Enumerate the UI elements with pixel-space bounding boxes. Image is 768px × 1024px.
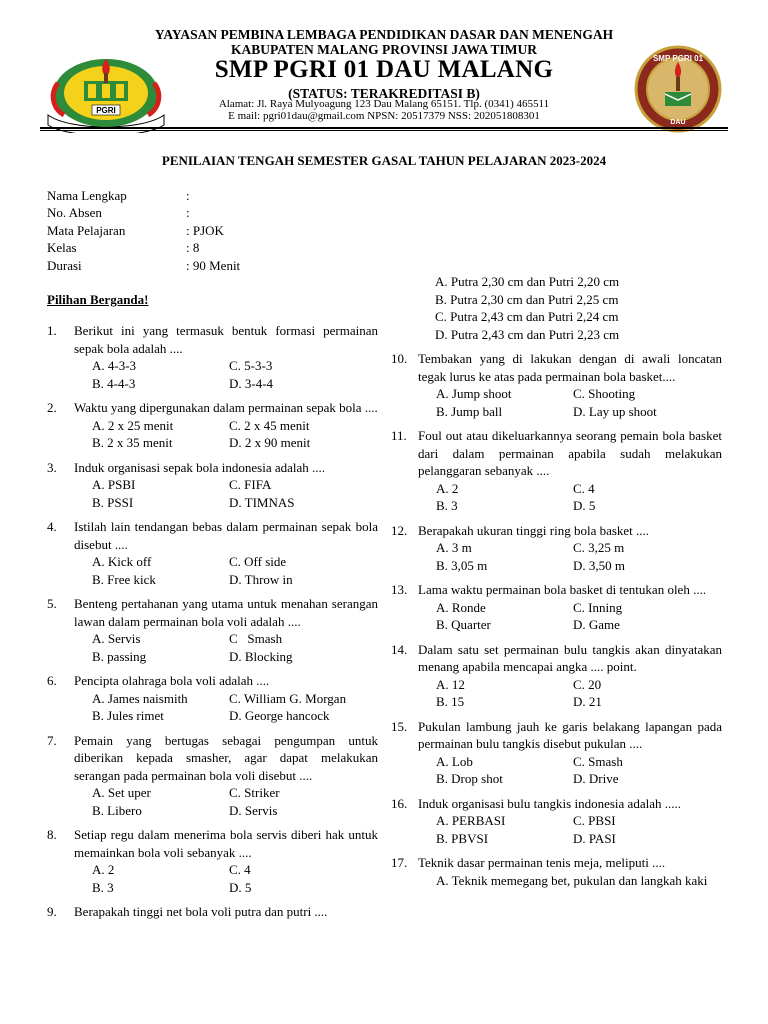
question-5 [47,595,378,665]
question-number: 13. [391,582,408,597]
option-d: D. Blocking [229,648,293,664]
question-text: Foul out atau dikeluarkannya seorang pemain bola basket dari dalam permainan apabila sudah melakukan pelanggaran sebanyak .... [418,428,722,478]
options [92,861,378,896]
question-8 [47,826,378,896]
option-c: C. 4 [573,480,595,496]
section-title: Pilihan Berganda! [47,292,149,307]
option-b: B. 4-4-3 [92,375,136,391]
question-1 [47,322,378,392]
option-b: B. Drop shot [436,771,503,786]
question-text: Pemain yang bertugas sebagai pengumpan untuk diberikan kepada smasher, agar dapat melakukan serangan pada permainan bola voli disebut .... [74,732,378,783]
info-value: : PJOK [186,222,224,238]
question-text: Istilah lain tendangan bebas dalam permainan sepak bola disebut .... [74,519,378,552]
info-value: : [186,205,190,221]
option-a: A. 2 [436,480,459,496]
option-a: A. Teknik memegang bet, pukulan dan langkah kaki [436,872,708,888]
question-text: Pukulan lambung jauh ke garis belakang lapangan pada permainan bulu tangkis disebut pukulan .... [418,718,722,751]
region-name: KABUPATEN MALANG PROVINSI JAWA TIMUR [230,42,538,57]
option-a: A. Ronde [436,599,486,615]
option-a: A. 12 [436,676,465,692]
option-a: A. Set uper [92,785,151,800]
info-label: Mata Pelajaran [47,222,126,238]
option-c: C Smash [229,631,283,646]
option-b: B. Quarter [436,617,491,632]
option-b: B. PBVSI [436,830,489,846]
option-d: D. 21 [573,694,602,709]
option-b: B. 15 [436,694,465,709]
questions-left-column [47,322,378,921]
question-number: 7. [47,732,57,748]
options [92,690,378,725]
question-number: 1. [47,323,57,338]
question-3 [47,459,378,512]
options [436,812,722,847]
question-text: Berapakah ukuran tinggi ring bola basket .... [418,522,650,538]
question-number: 3. [47,459,57,475]
option-d: D. 3-4-4 [229,375,274,391]
info-label: Durasi [47,257,82,273]
options [436,599,722,634]
option-c: C. Putra 2,43 cm dan Putri 2,24 cm [435,309,619,324]
option-c: C. 20 [573,676,602,692]
question-7 [47,732,378,820]
question-text: Setiap regu dalam menerima bola servis diberi hak untuk memainkan bola voli sebanyak .... [74,827,378,860]
options [92,784,378,819]
info-label: No. Absen [47,205,102,221]
option-b: B. PSSI [92,494,134,510]
options [92,630,378,665]
question-9 [47,903,378,921]
exam-title: PENILAIAN TENGAH SEMESTER GASAL TAHUN PELAJARAN 2023-2024 [161,153,607,168]
question-17 [391,854,722,889]
option-c: C. 4 [229,862,251,877]
option-a: A. PSBI [92,477,136,492]
question-16 [391,795,722,848]
question-text: Benteng pertahanan yang utama untuk menahan serangan lawan dalam permainan bola voli adalah .... [74,596,378,629]
question-text: Berapakah tinggi net bola voli putra dan putri .... [74,904,328,919]
option-d: D. Servis [229,802,278,818]
option-a: A. Kick off [92,554,152,569]
info-value: : 8 [186,240,200,256]
option-c: C. Inning [573,599,623,615]
question-number: 11. [391,428,407,443]
options [436,753,722,788]
option-a: A. 4-3-3 [92,358,137,373]
options [436,872,721,890]
question-text: Dalam satu set permainan bulu tangkis akan dinyatakan menang apabila mencapai angka .... point. [418,641,722,674]
question-number: 2. [47,400,57,415]
option-a: A. 3 m [436,540,472,555]
option-a: A. Servis [92,631,141,646]
logo-right-top-text: SMP PGRI 01 [652,54,704,63]
option-c: C. William G. Morgan [229,690,347,706]
question-text: Waktu yang dipergunakan dalam permainan sepak bola .... [74,400,378,415]
logo-left-text: PGRI [96,106,116,115]
option-d: D. 5 [229,879,252,895]
question-9-options [435,273,722,343]
question-2 [47,399,378,452]
option-b: B. Libero [92,802,142,818]
question-15 [391,718,722,788]
options [436,539,722,574]
question-number: 15. [391,718,408,734]
foundation-name: YAYASAN PEMBINA LEMBAGA PENDIDIKAN DASAR DAN MENENGAH [154,27,614,42]
option-a: A. Putra 2,30 cm dan Putri 2,20 cm [435,274,620,289]
question-number: 8. [47,827,57,842]
option-d: D. George hancock [229,708,330,723]
option-b: B. Putra 2,30 cm dan Putri 2,25 cm [435,291,619,307]
option-c: C. Smash [573,753,623,769]
option-a: A. James naismith [92,690,188,706]
question-13 [391,581,722,634]
school-address: Alamat: Jl. Raya Mulyoagung 123 Dau Malang 65151. Tlp. (0341) 465511 [218,98,550,110]
option-a: A. 2 [92,862,115,877]
options [436,385,722,420]
question-text: Induk organisasi bulu tangkis indonesia adalah ..... [418,795,681,811]
question-14 [391,641,722,711]
header-divider-thin [40,130,728,131]
question-number: 6. [47,673,57,688]
option-d: D. TIMNAS [229,494,295,510]
option-d: D. 2 x 90 menit [229,435,311,450]
option-a: A. Jump shoot [436,386,512,401]
info-value: : [186,188,190,203]
question-4 [47,518,378,588]
option-d: D. 5 [573,498,596,513]
option-c: C. PBSI [573,813,616,828]
option-a: A. PERBASI [436,813,506,828]
question-11 [391,427,722,515]
accreditation-status: (STATUS: TERAKREDITASI B) [288,86,480,101]
question-text: Lama waktu permainan bola basket di tentukan oleh .... [418,582,707,597]
question-6 [47,672,378,725]
option-c: C. 2 x 45 menit [229,417,310,433]
question-number: 5. [47,596,57,611]
option-b: B. passing [92,648,147,664]
question-text: Berikut ini yang termasuk bentuk formasi permainan sepak bola adalah .... [74,323,378,356]
options [436,676,722,711]
letterhead [0,0,768,140]
question-number: 10. [391,351,408,366]
question-number: 4. [47,519,57,534]
question-number: 14. [391,641,408,657]
question-10 [391,350,722,420]
option-d: D. Lay up shoot [573,403,657,419]
school-name: SMP PGRI 01 DAU MALANG [214,56,554,83]
option-a: A. Lob [436,753,473,769]
question-text: Tembakan yang di lakukan dengan di awali loncatan tegak lurus ke atas pada permainan bola basket.... [418,351,722,384]
option-d: D. Throw in [229,571,293,587]
option-c: C. Striker [229,785,280,800]
info-label: Nama Lengkap [47,188,127,203]
options [92,417,378,452]
options [92,553,378,588]
option-c: C. 3,25 m [573,540,625,555]
option-b: B. Free kick [92,571,156,587]
option-b: B. 3,05 m [436,557,488,573]
option-d: D. Game [573,617,620,632]
option-d: D. Drive [573,771,619,786]
info-value: : 90 Menit [186,257,241,273]
school-contact: E mail: pgri01dau@gmail.com NPSN: 20517379 NSS: 202051808301 [228,110,540,122]
option-b: B. Jump ball [436,403,503,419]
option-b: B. Jules rimet [92,708,164,723]
option-c: C. Off side [229,554,287,569]
question-number: 16. [391,795,408,811]
options [92,357,378,392]
option-d: D. PASI [573,830,616,846]
option-b: B. 3 [436,498,458,513]
question-12 [391,522,722,575]
question-number: 9. [47,904,57,919]
logo-right-bottom-text: DAU [670,119,686,126]
question-text: Pencipta olahraga bola voli adalah .... [74,673,270,688]
question-text: Induk organisasi sepak bola indonesia adalah .... [74,459,326,475]
info-label: Kelas [47,240,77,256]
option-b: B. 2 x 35 menit [92,435,173,450]
option-a: A. 2 x 25 menit [92,417,174,433]
question-number: 17. [391,855,408,870]
option-d: D. 3,50 m [573,557,625,573]
option-c: C. Shooting [573,386,636,401]
options [436,480,722,515]
options [92,476,378,511]
question-number: 12. [391,522,408,538]
questions-right-column [391,273,722,889]
question-text: Teknik dasar permainan tenis meja, meliputi .... [418,855,666,870]
option-c: C. 5-3-3 [229,358,273,373]
header-divider-thick [40,127,728,129]
option-c: C. FIFA [229,477,272,492]
option-b: B. 3 [92,879,114,895]
option-d: D. Putra 2,43 cm dan Putri 2,23 cm [435,326,620,342]
